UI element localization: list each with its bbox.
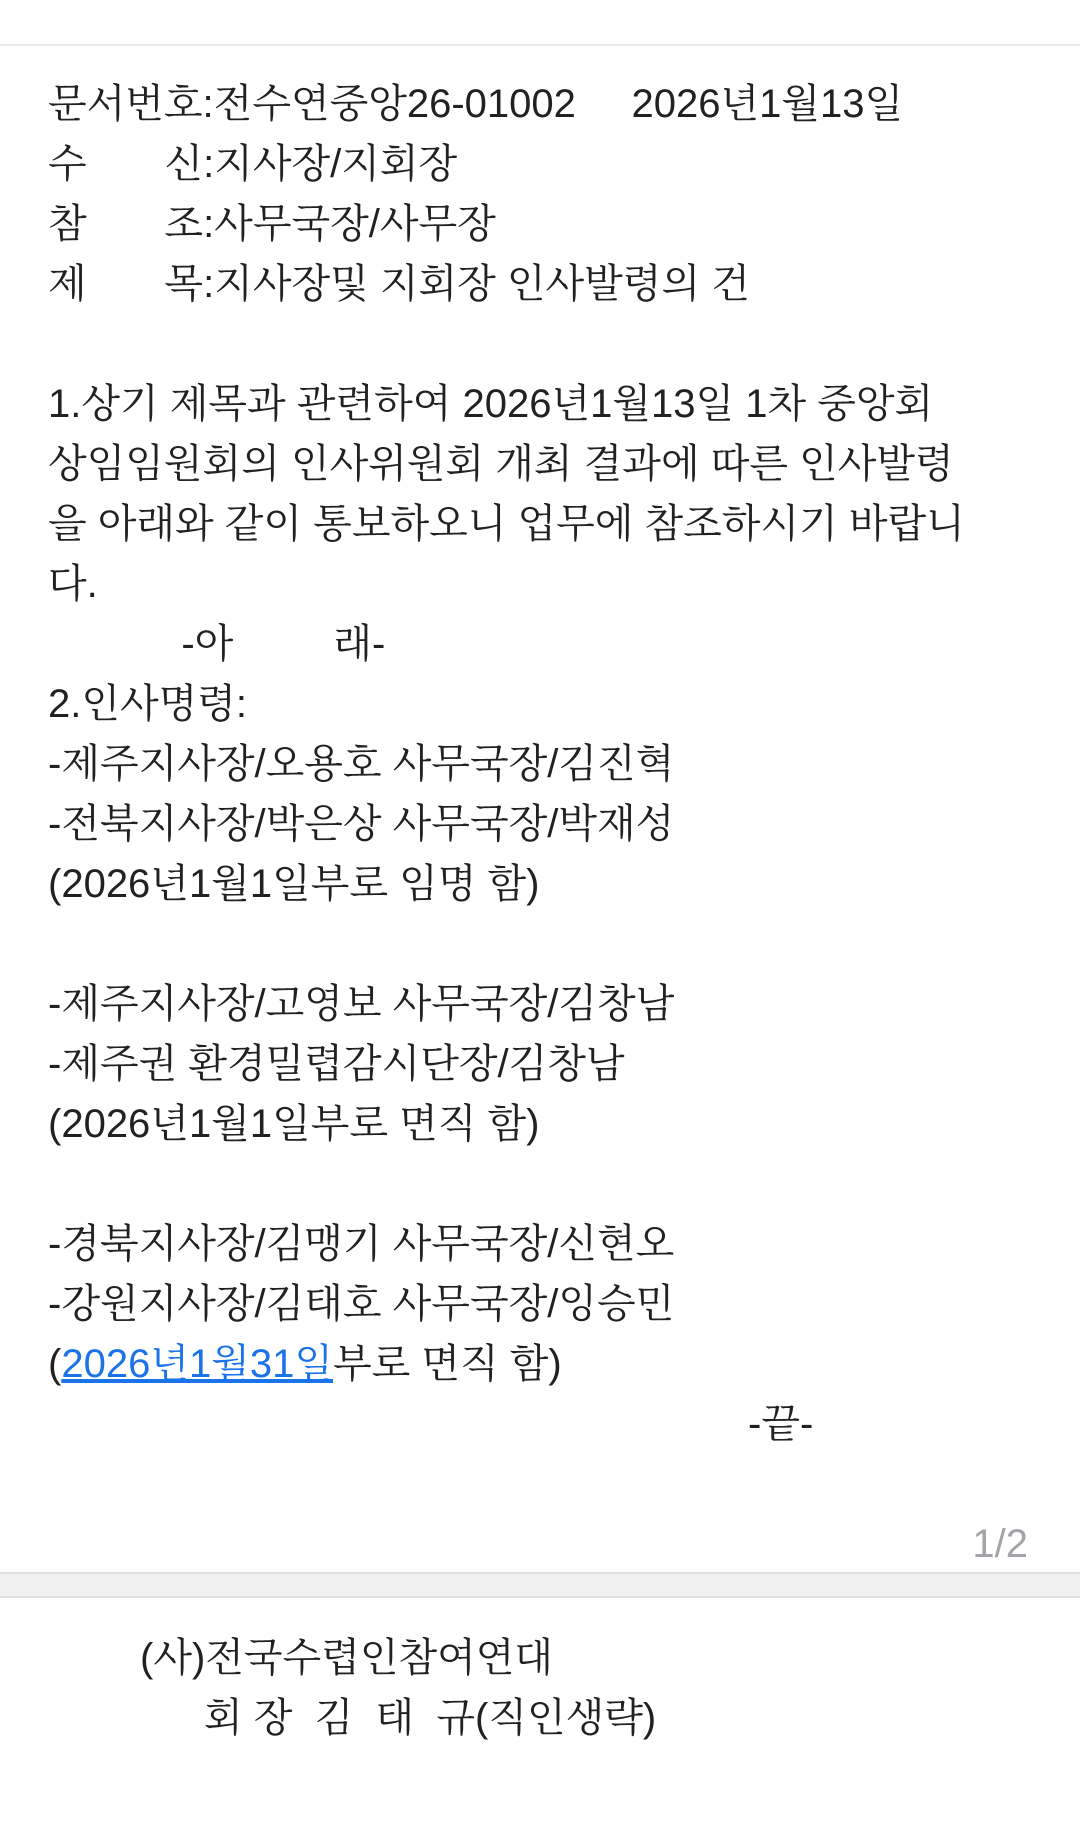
text-segment: 2.인사명령: [48,682,248,726]
text-segment: 제 목:지사장및 지회장 인사발령의 건 [48,262,750,306]
document-line [48,554,1040,614]
chairman-signature: 회 장 김 태 규(직인생략) [204,1696,657,1740]
document-footer [0,1598,1080,1748]
document-line [48,434,1040,494]
document-line [48,314,1040,374]
text-segment: 상임임원회의 인사위원회 개최 결과에 따른 인사발령 [48,442,954,486]
text-segment: (2026년1월1일부로 면직 함) [48,1102,540,1146]
document-line [48,614,1040,674]
document-line [48,734,1040,794]
document-line [48,914,1040,974]
document-line [48,1394,1040,1454]
text-segment: -제주지사장/오용호 사무국장/김진혁 [48,742,675,786]
document-line [48,374,1040,434]
text-segment: 수 신:지사장/지회장 [48,142,458,186]
document-line [48,1034,1040,1094]
text-segment: -아 래- [48,622,386,666]
document-line [48,974,1040,1034]
text-segment: -전북지사장/박은상 사무국장/박재성 [48,802,675,846]
document-line [48,1334,1040,1394]
document-line [48,1094,1040,1154]
document-line [48,74,1040,134]
top-divider [0,0,1080,46]
organization-name: (사)전국수렵인참여연대 [140,1636,554,1680]
document-line [48,1214,1040,1274]
text-segment: -제주지사장/고영보 사무국장/김창남 [48,982,675,1026]
text-segment: ( [48,1342,62,1386]
text-segment: (2026년1월1일부로 임명 함) [48,862,540,906]
document-line [48,194,1040,254]
text-segment: 문서번호:전수연중앙26-01002 2026년1월13일 [48,82,904,126]
document-line [48,1154,1040,1214]
text-segment: -끝- [748,1402,814,1446]
text-segment: -경북지사장/김맹기 사무국장/신현오 [48,1222,675,1266]
document-line [48,794,1040,854]
date-link[interactable]: 2026년1월31일 [61,1342,333,1386]
text-segment: 1.상기 제목과 관련하여 2026년1월13일 1차 중앙회 [48,382,934,426]
document-line [48,494,1040,554]
page-separator [0,1572,1080,1598]
document-line [48,1274,1040,1334]
text-segment: -강원지사장/김태호 사무국장/잉승민 [48,1282,675,1326]
document-line [48,254,1040,314]
text-segment: 참 조:사무국장/사무장 [48,202,496,246]
text-segment: 부로 면직 함) [332,1342,562,1386]
text-segment: -제주권 환경밀렵감시단장/김창남 [48,1042,625,1086]
document-line [48,854,1040,914]
page-indicator: 1/2 [972,1522,1028,1566]
text-segment: 을 아래와 같이 통보하오니 업무에 참조하시기 바랍니 [48,502,965,546]
document-line [48,674,1040,734]
document-body [0,46,1080,1454]
document-line [48,134,1040,194]
text-segment: 다. [48,562,98,606]
